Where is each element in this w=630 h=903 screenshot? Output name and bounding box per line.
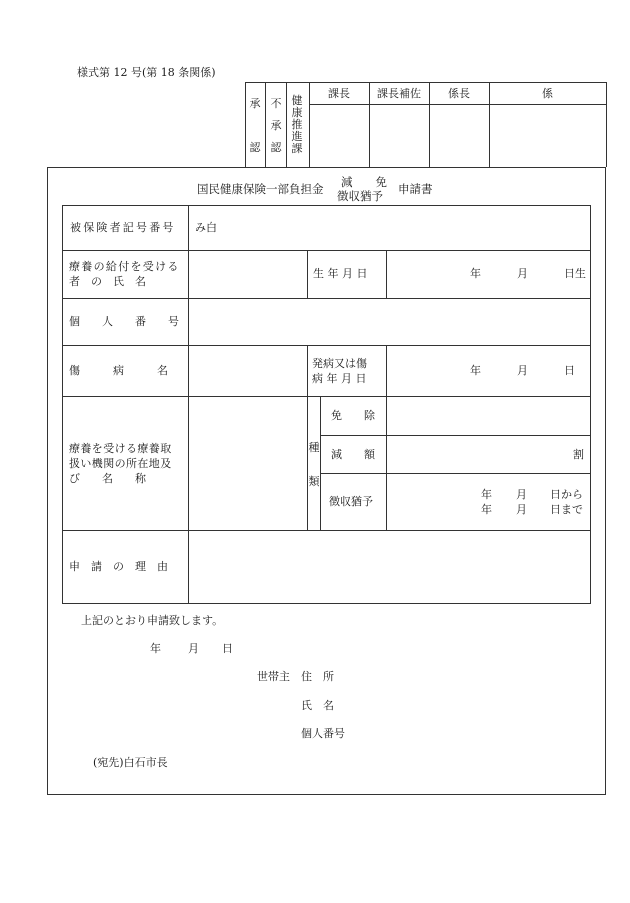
approval-col-deputy-chief: 課長補佐 (377, 87, 421, 100)
footer-personal-number-field[interactable] (355, 722, 585, 742)
onset-day: 日 (564, 364, 575, 377)
stamp-field-section-chief[interactable] (310, 105, 369, 167)
address-field[interactable] (345, 665, 585, 685)
defer-from-month: 月 (516, 488, 527, 501)
stamp-field-staff[interactable] (490, 105, 606, 167)
recipient-name-label: 療養の給付を受ける 者 の 氏 名 (69, 260, 180, 288)
birth-date-label: 生 年 月 日 (313, 267, 368, 280)
application-statement: 上記のとおり申請致します。 (81, 614, 224, 627)
name-field[interactable] (345, 694, 585, 714)
reason-field[interactable] (189, 531, 590, 603)
stamp-field-unit-head[interactable] (430, 105, 489, 167)
reduce-label: 減 額 (331, 448, 375, 461)
name-label: 氏 名 (301, 699, 334, 712)
defer-from-day: 日から (550, 488, 583, 501)
approval-col-staff: 係 (542, 87, 553, 100)
birth-date-field[interactable] (387, 251, 590, 298)
footer-personal-number-label: 個人番号 (301, 727, 345, 740)
title-prefix: 国民健康保険一部負担金 (197, 182, 324, 196)
defer-label: 徴収猶予 (329, 495, 373, 508)
title-option-defer: 徴収猶予 (337, 189, 383, 203)
defer-to-day: 日まで (550, 503, 583, 516)
defer-to-month: 月 (516, 503, 527, 516)
birth-month: 月 (517, 267, 528, 280)
facility-field[interactable] (189, 397, 307, 530)
reduce-unit: 割 (573, 448, 584, 461)
reason-label: 申 請 の 理 由 (69, 560, 168, 573)
defer-field[interactable] (387, 474, 590, 530)
title-suffix: 申請書 (398, 182, 433, 196)
onset-month: 月 (517, 364, 528, 377)
insured-number-label: 被保険者記号番号 (70, 221, 176, 234)
onset-date-field[interactable] (387, 346, 590, 396)
approval-col-unit-head: 係長 (448, 87, 470, 100)
personal-number-label: 個 人 番 号 (69, 315, 179, 328)
addressee: (宛先)白石市長 (93, 756, 168, 769)
defer-to-year: 年 (481, 503, 492, 516)
title-option-reduce: 減 免 (341, 175, 387, 189)
birth-day: 日生 (564, 267, 586, 280)
birth-year: 年 (470, 267, 481, 280)
disease-name-label: 傷 病 名 (69, 364, 168, 377)
defer-from-year: 年 (481, 488, 492, 501)
disease-name-field[interactable] (189, 346, 307, 396)
stamp-field-deputy-chief[interactable] (370, 105, 429, 167)
address-label: 住 所 (301, 670, 334, 683)
form-number: 様式第 12 号(第 18 条関係) (77, 66, 216, 79)
onset-year: 年 (470, 364, 481, 377)
exempt-label: 免 除 (331, 409, 375, 422)
approval-col-section-chief: 課長 (328, 87, 350, 100)
householder-label: 世帯主 (257, 670, 290, 683)
onset-date-label: 発病又は傷 病 年 月 日 (312, 357, 367, 385)
facility-label: 療養を受ける療養取 扱い機関の所在地及 び 名 称 (69, 442, 172, 485)
recipient-name-field[interactable] (189, 251, 307, 298)
personal-number-field[interactable] (189, 299, 590, 345)
exempt-field[interactable] (387, 397, 590, 435)
insured-number-value[interactable]: み白 (195, 221, 217, 234)
reduce-field[interactable] (387, 436, 590, 473)
